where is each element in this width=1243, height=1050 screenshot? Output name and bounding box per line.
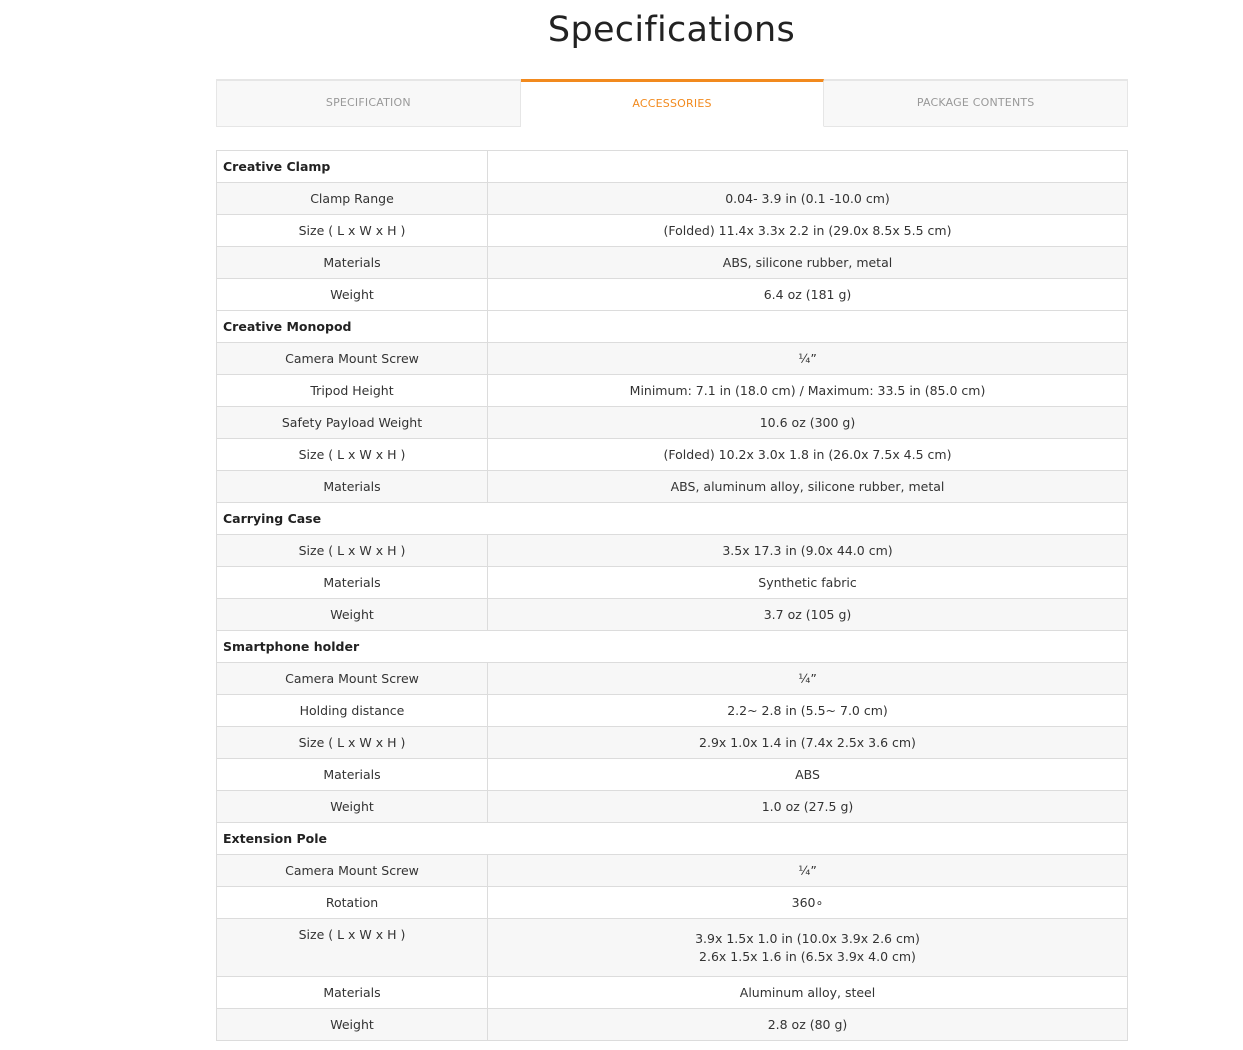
section-title: Smartphone holder [217, 631, 1128, 663]
section-title: Creative Monopod [217, 311, 488, 343]
row-label: Size ( L x W x H ) [217, 535, 488, 567]
table-row [217, 439, 1128, 471]
row-label: Safety Payload Weight [217, 407, 488, 439]
section-title: Creative Clamp [217, 151, 488, 183]
row-value: ABS, silicone rubber, metal [488, 247, 1128, 279]
section-header-extension-pole [217, 823, 1128, 855]
table-row [217, 215, 1128, 247]
tab-package-contents[interactable]: PACKAGE CONTENTS [824, 79, 1128, 127]
table-row [217, 791, 1128, 823]
row-value: 3.7 oz (105 g) [488, 599, 1128, 631]
row-value: (Folded) 10.2x 3.0x 1.8 in (26.0x 7.5x 4.5 cm) [488, 439, 1128, 471]
table-row [217, 977, 1128, 1009]
section-title: Extension Pole [217, 823, 1128, 855]
row-value: 1.0 oz (27.5 g) [488, 791, 1128, 823]
table-row [217, 183, 1128, 215]
row-value: 2.9x 1.0x 1.4 in (7.4x 2.5x 3.6 cm) [488, 727, 1128, 759]
row-label: Weight [217, 279, 488, 311]
row-label: Materials [217, 471, 488, 503]
accessories-spec-table [216, 150, 1128, 1041]
row-value: 360∘ [488, 887, 1128, 919]
row-label: Tripod Height [217, 375, 488, 407]
row-value: ¼” [488, 855, 1128, 887]
section-empty-cell [488, 151, 1128, 183]
row-label: Materials [217, 567, 488, 599]
section-header-carrying-case [217, 503, 1128, 535]
row-label: Camera Mount Screw [217, 343, 488, 375]
table-row [217, 759, 1128, 791]
row-value: Synthetic fabric [488, 567, 1128, 599]
row-label: Size ( L x W x H ) [217, 919, 488, 977]
row-label: Materials [217, 759, 488, 791]
table-row [217, 375, 1128, 407]
row-label: Size ( L x W x H ) [217, 439, 488, 471]
tab-bar [216, 79, 1128, 127]
row-value-line: 2.6x 1.5x 1.6 in (6.5x 3.9x 4.0 cm) [699, 948, 916, 964]
table-row [217, 535, 1128, 567]
row-value: Aluminum alloy, steel [488, 977, 1128, 1009]
table-row [217, 567, 1128, 599]
row-value: ABS [488, 759, 1128, 791]
row-value: 2.8 oz (80 g) [488, 1009, 1128, 1041]
tab-specification[interactable]: SPECIFICATION [216, 79, 521, 127]
row-value: 6.4 oz (181 g) [488, 279, 1128, 311]
table-row [217, 599, 1128, 631]
page-title: Specifications [547, 10, 796, 50]
row-value: 10.6 oz (300 g) [488, 407, 1128, 439]
table-row [217, 471, 1128, 503]
row-value: 3.5x 17.3 in (9.0x 44.0 cm) [488, 535, 1128, 567]
section-header-creative-monopod [217, 311, 1128, 343]
row-label: Materials [217, 977, 488, 1009]
row-value: ¼” [488, 343, 1128, 375]
row-label: Weight [217, 599, 488, 631]
table-row [217, 727, 1128, 759]
table-row [217, 695, 1128, 727]
row-value: (Folded) 11.4x 3.3x 2.2 in (29.0x 8.5x 5.5 cm) [488, 215, 1128, 247]
row-label: Size ( L x W x H ) [217, 727, 488, 759]
section-header-creative-clamp [217, 151, 1128, 183]
table-row [217, 407, 1128, 439]
table-row [217, 887, 1128, 919]
table-row [217, 919, 1128, 977]
row-value: Minimum: 7.1 in (18.0 cm) / Maximum: 33.5 in (85.0 cm) [488, 375, 1128, 407]
row-label: Clamp Range [217, 183, 488, 215]
row-label: Materials [217, 247, 488, 279]
row-label: Weight [217, 1009, 488, 1041]
section-empty-cell [488, 311, 1128, 343]
row-value: 0.04- 3.9 in (0.1 -10.0 cm) [488, 183, 1128, 215]
table-row [217, 279, 1128, 311]
section-header-smartphone-holder [217, 631, 1128, 663]
row-label: Weight [217, 791, 488, 823]
table-row [217, 1009, 1128, 1041]
row-value [488, 919, 1128, 977]
row-value: ABS, aluminum alloy, silicone rubber, metal [488, 471, 1128, 503]
row-value: ¼” [488, 663, 1128, 695]
row-label: Camera Mount Screw [217, 855, 488, 887]
table-row [217, 855, 1128, 887]
table-row [217, 247, 1128, 279]
tab-accessories[interactable]: ACCESSORIES [521, 79, 825, 127]
section-title: Carrying Case [217, 503, 1128, 535]
row-label: Camera Mount Screw [217, 663, 488, 695]
table-row [217, 343, 1128, 375]
row-label: Holding distance [217, 695, 488, 727]
row-value: 2.2~ 2.8 in (5.5~ 7.0 cm) [488, 695, 1128, 727]
row-label: Size ( L x W x H ) [217, 215, 488, 247]
row-value-line: 3.9x 1.5x 1.0 in (10.0x 3.9x 2.6 cm) [695, 930, 920, 946]
table-row [217, 663, 1128, 695]
row-label: Rotation [217, 887, 488, 919]
